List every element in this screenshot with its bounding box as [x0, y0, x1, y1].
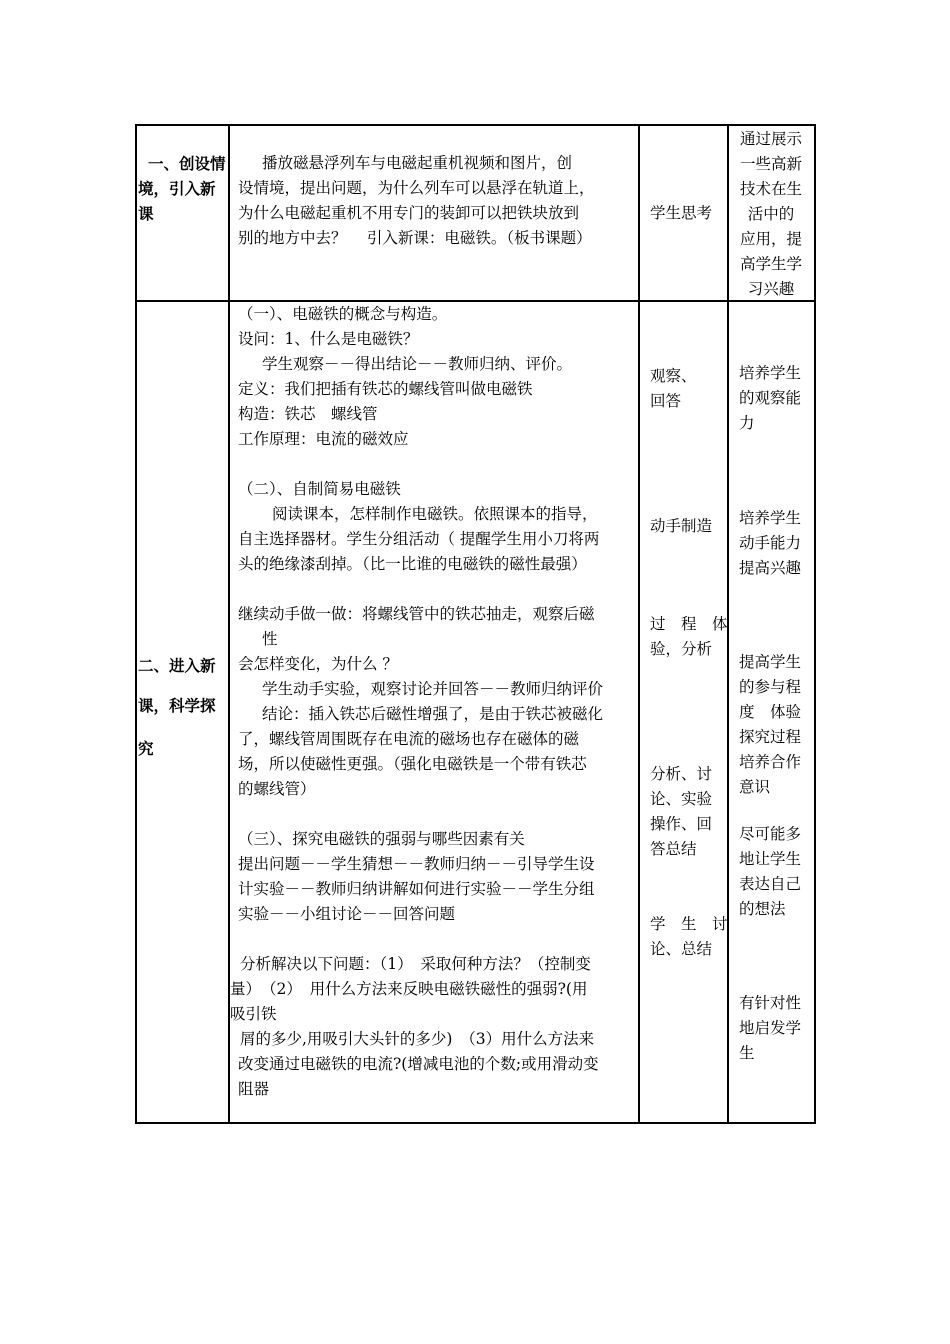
- content-line: 学生观察－－得出结论－－教师归纳、评价。: [262, 355, 573, 373]
- table-col-divider-1: [228, 124, 230, 1124]
- purpose-line: 动手能力: [739, 534, 802, 552]
- content-line: 的螺线管）: [238, 780, 316, 798]
- student-activity-line: 论、实验: [650, 790, 713, 808]
- student-activity-line: 答总结: [650, 840, 697, 858]
- row1-purpose-line: 一些高新: [739, 155, 802, 173]
- row1-content-line: 别的地方中去？ 引入新课：电磁铁。（板书课题）: [238, 229, 592, 247]
- table-border-top: [135, 124, 816, 126]
- table-col-divider-2: [638, 124, 640, 1124]
- student-activity-line: 论、总结: [650, 940, 713, 958]
- row1-content-line: 为什么电磁起重机不用专门的装卸可以把铁块放到: [238, 204, 580, 222]
- row1-stage-line: 境，引入新: [138, 179, 216, 198]
- purpose-line: 生: [739, 1044, 755, 1062]
- row1-content-line: 设情境，提出问题，为什么列车可以悬浮在轨道上，: [238, 179, 595, 197]
- content-line: 吸引铁: [230, 1005, 277, 1023]
- content-line: 场，所以使磁性更强。（强化电磁铁是一个带有铁芯: [238, 755, 587, 773]
- section-heading: （二）、自制简易电磁铁: [238, 480, 401, 498]
- purpose-line: 探究过程: [739, 728, 802, 746]
- student-activity-line: 动手制造: [650, 517, 713, 535]
- content-line: 构造：铁芯 螺线管: [238, 405, 378, 423]
- content-line: 实验－－小组讨论－－回答问题: [238, 905, 456, 923]
- content-line: 结论：插入铁芯后磁性增强了，是由于铁芯被磁化: [262, 705, 604, 723]
- purpose-line: 意识: [739, 778, 771, 796]
- purpose-line: 的参与程: [739, 678, 802, 696]
- content-line: 分析解决以下问题：（1） 采取何种方法？（控制变: [240, 955, 591, 973]
- purpose-line: 地启发学: [739, 1019, 802, 1037]
- content-line: 计实验－－教师归纳讲解如何进行实验－－学生分组: [238, 880, 595, 898]
- content-line: 设问：1、什么是电磁铁？: [238, 330, 419, 348]
- table-border-bottom: [135, 1122, 816, 1124]
- purpose-line: 力: [739, 414, 755, 432]
- content-line: 了，螺线管周围既存在电流的磁场也存在磁体的磁: [238, 730, 580, 748]
- student-activity-line: 学 生 讨: [650, 915, 728, 933]
- row1-purpose-line: 通过展示: [739, 130, 802, 148]
- table-border-right: [814, 124, 816, 1124]
- purpose-line: 培养学生: [739, 509, 802, 527]
- row1-stage-line: 一、创设情: [148, 154, 226, 173]
- content-line: 定义：我们把插有铁芯的螺线管叫做电磁铁: [238, 380, 533, 398]
- content-line: 工作原理：电流的磁效应: [238, 430, 409, 448]
- purpose-line: 尽可能多: [739, 825, 802, 843]
- row1-purpose-line: 习兴趣: [747, 280, 795, 298]
- content-line: 屑的多少,用吸引大头针的多少) （3）用什么方法来: [240, 1030, 595, 1048]
- purpose-line: 度 体验: [739, 703, 802, 721]
- content-line: 改变通过电磁铁的电流?(增减电池的个数;或用滑动变: [238, 1055, 599, 1073]
- row1-purpose-line: 活中的: [747, 205, 795, 223]
- student-activity-line: 回答: [650, 392, 682, 410]
- content-line: 量） （2） 用什么方法来反映电磁铁磁性的强弱?(用: [230, 980, 588, 998]
- row1-student-activity: 学生思考: [650, 204, 713, 222]
- purpose-line: 提高兴趣: [739, 559, 802, 577]
- row2-stage-line: 究: [138, 739, 154, 758]
- student-activity-line: 观察、: [650, 367, 697, 385]
- content-line: 提出问题－－学生猜想－－教师归纳－－引导学生设: [238, 855, 595, 873]
- purpose-line: 的观察能: [739, 389, 802, 407]
- content-line: 继续动手做一做：将螺线管中的铁芯抽走，观察后磁: [238, 605, 595, 623]
- content-line: 自主选择器材。学生分组活动（ 提醒学生用小刀将两: [238, 530, 600, 548]
- row1-purpose-line: 高学生学: [739, 255, 802, 273]
- content-line: 会怎样变化，为什么 ？: [238, 655, 398, 673]
- row1-purpose-line: 技术在生: [739, 180, 802, 198]
- content-line: 阅读课本，怎样制作电磁铁。依照课本的指导，: [272, 505, 598, 523]
- section-heading: （三）、探究电磁铁的强弱与哪些因素有关: [238, 830, 525, 848]
- content-line: 头的绝缘漆刮掉。（比一比谁的电磁铁的磁性最强）: [238, 555, 587, 573]
- row1-stage-line: 课: [138, 204, 154, 223]
- student-activity-line: 过 程 体: [650, 615, 728, 633]
- row2-stage-line: 二、进入新: [138, 656, 216, 675]
- purpose-line: 地让学生: [739, 850, 802, 868]
- row1-content-line: 播放磁悬浮列车与电磁起重机视频和图片，创: [262, 154, 573, 172]
- student-activity-line: 验，分析: [650, 640, 713, 658]
- content-line: 学生动手实验，观察讨论并回答－－教师归纳评价: [262, 680, 604, 698]
- content-line: 阻器: [238, 1080, 270, 1098]
- content-line: 性: [262, 630, 278, 648]
- purpose-line: 提高学生: [739, 653, 802, 671]
- purpose-line: 有针对性: [739, 994, 802, 1012]
- student-activity-line: 操作、回: [650, 815, 713, 833]
- purpose-line: 的想法: [739, 900, 786, 918]
- row1-purpose-line: 应用，提: [739, 230, 802, 248]
- purpose-line: 培养学生: [739, 364, 802, 382]
- purpose-line: 培养合作: [739, 753, 802, 771]
- student-activity-line: 分析、讨: [650, 765, 713, 783]
- section-heading: （一）、电磁铁的概念与构造。: [238, 305, 448, 323]
- row2-stage-line: 课，科学探: [138, 696, 216, 715]
- table-border-left: [135, 124, 137, 1124]
- purpose-line: 表达自己: [739, 875, 802, 893]
